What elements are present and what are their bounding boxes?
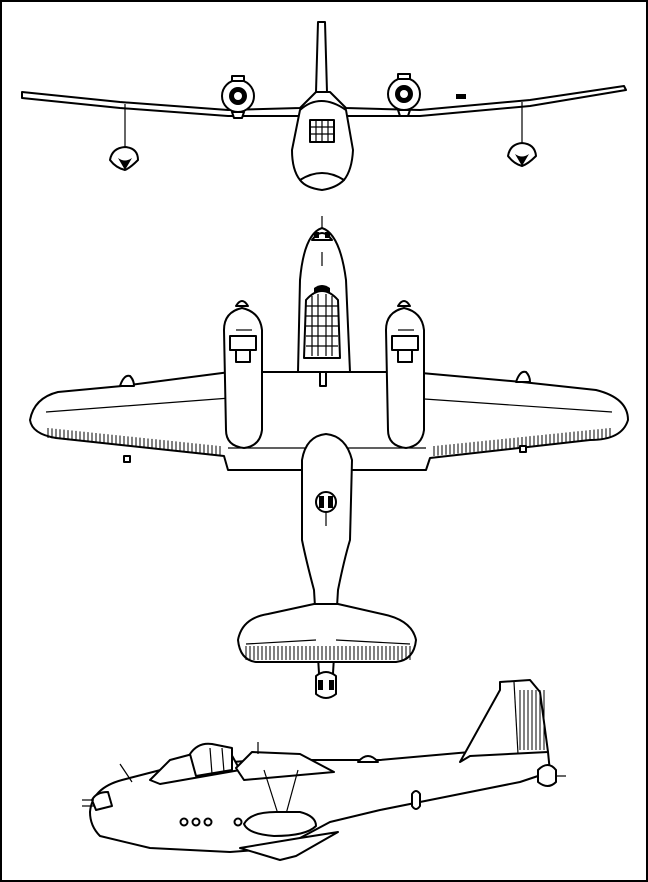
top-view-cockpit-canopy — [304, 285, 340, 358]
top-view-engine-right — [386, 301, 424, 448]
top-view-pitot-left — [124, 456, 130, 462]
top-view-nose-turret — [312, 232, 332, 240]
front-view-fin — [316, 22, 327, 92]
front-view-cockpit-windows — [310, 120, 334, 142]
top-view-hull-step — [320, 372, 326, 386]
side-view-rudder-hatching — [520, 690, 544, 750]
side-view-side-hatch — [412, 791, 420, 809]
top-view-engine-left — [224, 301, 262, 448]
front-view-wing-marking — [456, 94, 466, 99]
top-view-pitot-right — [520, 446, 526, 452]
top-view-tail-turret — [316, 672, 336, 698]
